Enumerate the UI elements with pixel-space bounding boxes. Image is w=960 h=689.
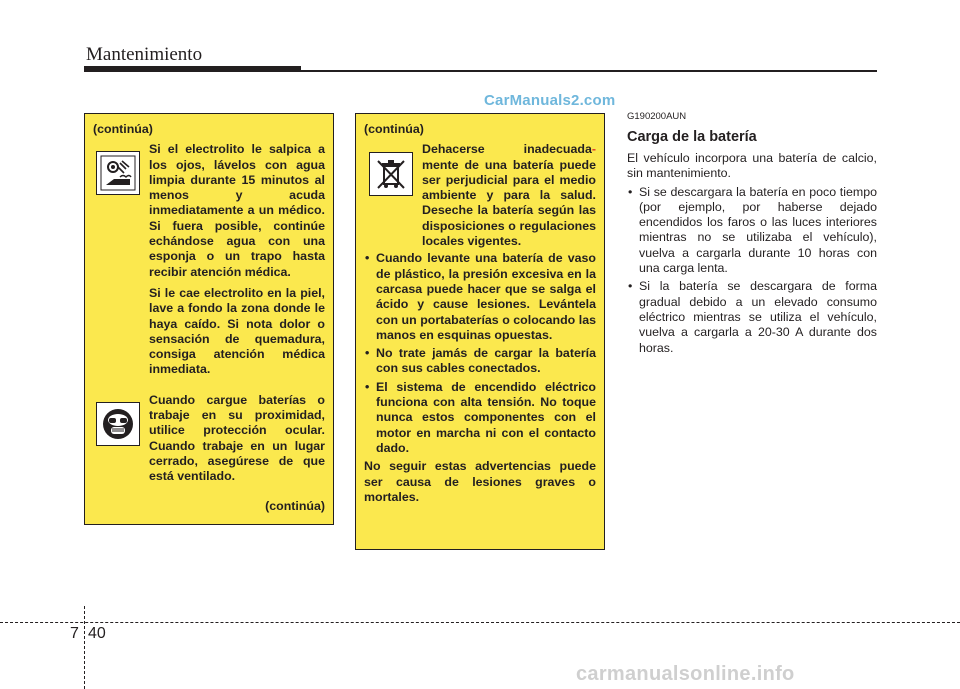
list-item: • Cuando levante una batería de vaso de plástico, la presión excesiva en la carcasa puede hacer que se salga el ácido y cause lesiones. Levántela con un portabaterías o colocando las manos en esquinas opuestas. xyxy=(364,251,596,343)
page-header-title: Mantenimiento xyxy=(86,44,203,65)
warning-bullet-list xyxy=(364,251,596,456)
warning-box-middle xyxy=(355,113,605,550)
disposal-warning xyxy=(364,142,596,249)
charging-bullet-list xyxy=(627,185,877,356)
list-item: • No trate jamás de cargar la batería con sus cables conectados. xyxy=(364,346,596,377)
electrolyte-eye-splash-icon xyxy=(96,151,140,195)
battery-charging-section xyxy=(627,111,877,359)
disposal-text-prefix: Dehacerse inadecuada xyxy=(422,142,592,157)
crossed-out-bin-icon xyxy=(369,152,413,196)
continues-label-top-2: (continúa) xyxy=(364,122,424,136)
chapter-number: 7 xyxy=(70,625,79,642)
footer-divider xyxy=(0,622,960,623)
list-item: • El sistema de encendido eléctrico funciona con alta tensión. No toque nunca estos componentes con el motor en marcha ni con el contacto dado. xyxy=(364,380,596,456)
disposal-text-rest: mente de una batería puede ser perjudicial para el medio ambiente y para la salud. Deseche la batería según las disposiciones o regulaciones locales vigentes. xyxy=(422,157,596,249)
footer-vertical-divider xyxy=(84,606,85,689)
eye-protection-text: Cuando cargue baterías o trabaje en su proximidad, utilice protección ocular. Cuando trabaje en un lugar cerrado, asegúrese de que está ventilado. xyxy=(149,392,325,484)
page-number: 40 xyxy=(88,625,106,642)
section-code: G190200AUN xyxy=(627,111,687,122)
continues-label-bottom: (continúa) xyxy=(265,498,325,513)
eye-splash-text: Si el electrolito le salpica a los ojos, lávelos con agua limpia durante 15 minutos al menos y acuda inmediatamente a un médico. Si fuera posible, continúe echándose agua con una esponja o un trapo hasta recibir atención médica. xyxy=(149,142,325,279)
list-item: • Si la batería se descargara de forma gradual debido a un elevado consumo eléctrico mientras se utiliza el vehículo, vuelva a cargarla a 20-30 A durante dos horas. xyxy=(627,279,877,355)
watermark-bottom: carmanualsonline.info xyxy=(576,663,795,685)
eye-splash-warning xyxy=(93,142,325,383)
continues-label-top: (continúa) xyxy=(93,122,153,136)
section-intro: El vehículo incorpora una batería de calcio, sin mantenimiento. xyxy=(627,151,877,181)
header-rule-thick xyxy=(84,66,301,72)
disposal-text xyxy=(422,142,596,249)
header-rule-thin xyxy=(301,70,877,72)
final-warning-text: No seguir estas advertencias puede ser causa de lesiones graves o mortales. xyxy=(364,459,596,504)
eye-protection-warning xyxy=(93,393,325,491)
watermark-top: CarManuals2.com xyxy=(484,92,616,109)
warning-box-left xyxy=(84,113,334,525)
section-title: Carga de la batería xyxy=(627,129,757,145)
skin-contact-text: Si le cae electrolito en la piel, lave a fondo la zona donde le haya caído. Si nota dolor o sensación de quemadura, consiga atención médica inmediata. xyxy=(149,285,325,377)
safety-goggles-icon xyxy=(96,402,140,446)
list-item: • Si se descargara la batería en poco tiempo (por ejemplo, por haberse dejado encendidos los faros o las luces interiores mientras no se utilizaba el vehículo), vuelva a cargarla durante 10 horas con una carga lenta. xyxy=(627,185,877,277)
disposal-hyphen: - xyxy=(591,142,596,157)
